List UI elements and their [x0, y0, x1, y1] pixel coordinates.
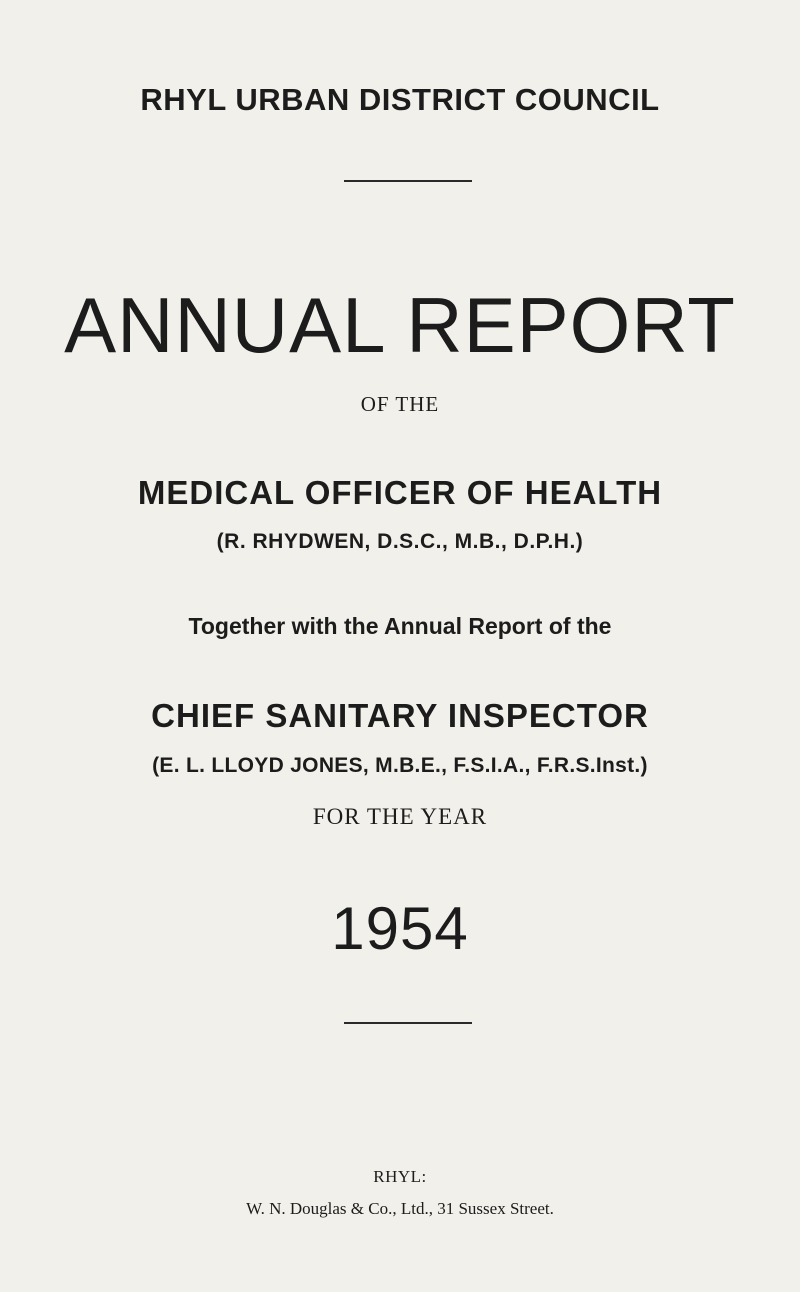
inspector-name: (E. L. LLOYD JONES, M.B.E., F.S.I.A., F.R.S.Inst.): [152, 754, 648, 777]
officer-name: (R. RHYDWEN, D.S.C., M.B., D.P.H.): [216, 530, 584, 553]
together-line: Together with the Annual Report of the: [188, 613, 612, 639]
bottom-divider: [344, 1022, 472, 1024]
officer-title: MEDICAL OFFICER OF HEALTH: [137, 474, 663, 511]
council-heading: RHYL URBAN DISTRICT COUNCIL: [140, 82, 660, 117]
report-year: 1954: [331, 895, 469, 962]
of-the-line: OF THE: [360, 392, 440, 416]
top-divider: [344, 180, 472, 182]
publication-place: RHYL:: [373, 1167, 427, 1186]
printer-imprint: W. N. Douglas & Co., Ltd., 31 Sussex Street.: [246, 1199, 554, 1218]
for-the-year-line: FOR THE YEAR: [312, 804, 488, 829]
inspector-title: CHIEF SANITARY INSPECTOR: [151, 697, 649, 734]
report-title: ANNUAL REPORT: [64, 281, 736, 369]
